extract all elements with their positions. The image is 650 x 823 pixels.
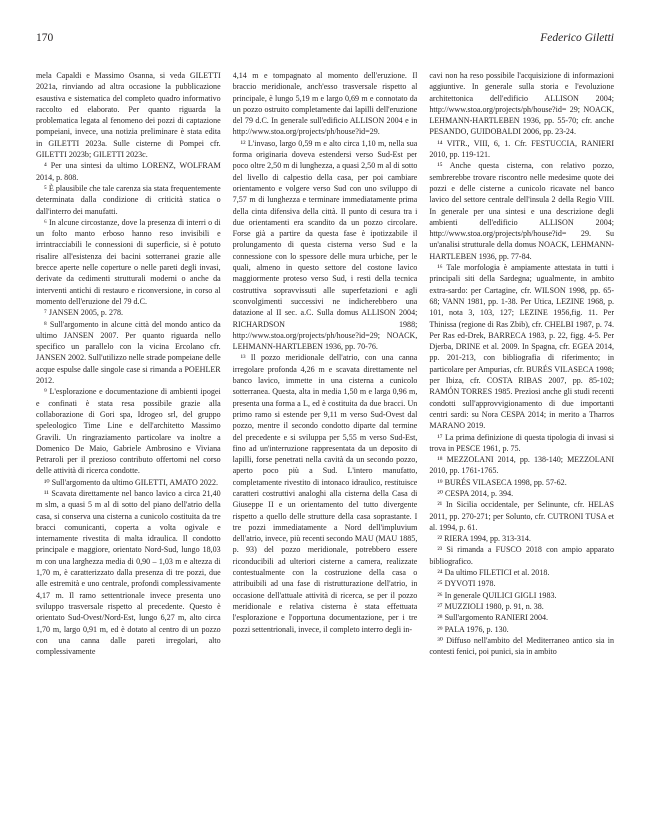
- footnote: ¹⁴ VITR., VIII, 6, 1. Cfr. FESTUCCIA, RANIERI 2010, pp. 119-121.: [429, 138, 615, 160]
- footnote-continuation: mela Capaldi e Massimo Osanna, si veda GILETTI 2021a, rinviando ad altra occasione la pubblicazione esaustiva e sistematica del completo quadro informativo raccolto ed elaborato. Per quanto riguarda la problematica legata al fenomeno dei pozzi di captazione pompeiani, invece, una notizia preliminare è stata edita in GILETTI 2023a. Sulle cisterne di Pompei cfr. GILETTI 2023b; GILETTI 2023c.: [36, 71, 221, 160]
- footnote: ⁵ È plausibile che tale carenza sia stata frequentemente determinata dalla condizione di criticità statica o dall'interro dei manufatti.: [36, 183, 221, 216]
- footnote: ²² RIERA 1994, pp. 313-314.: [437, 534, 531, 544]
- footnote: ¹⁰ Sull'argomento da ultimo GILETTI, AMATO 2022.: [44, 477, 218, 487]
- footnote-continuation: 4,14 m e tompagnato al momento dell'eruzione. Il braccio meridionale, anch'esso trasversale rispetto al principale, è lungo 5,19 m e largo 0,69 m e connotato da un pozzo ostruito completamente dai lapilli dell'eruzione del 79 d.C. In generale sull'edificio ALLISON 2004 e in http://www.stoa.org/projects/ph/house?id=29.: [232, 71, 418, 137]
- footnote: ²⁵ DYVOTI 1978.: [437, 579, 496, 589]
- footnote: ³⁰ Diffuso nell'ambito del Mediterraneo antico sia in contesti fenici, poi punici, sia in ambito: [429, 635, 615, 657]
- footnote: ¹⁵ Anche questa cisterna, con relativo pozzo, sembrerebbe trovare riscontro nelle medesime quote dei pozzi e delle cisterne a cunicolo ricavate nel banco lavico del settore centrale dell'insula 2 della Regio VIII. In generale per una sintesi e una descrizione degli ambienti dell'edificio ALLISON 2004; http://www.stoa.org/projects/ph/house?id= 29. Su un'analisi strutturale della domus NOACK, LEHMANN-HARTLEBEN 1936, pp. 77-84.: [429, 161, 615, 261]
- footnote: ⁸ Sull'argomento in alcune città del mondo antico da ultimo JANSEN 2007. Per quanto riguarda nello specifico un parallelo con la vicina Ercolano cfr. JANSEN 2002. Sull'utilizzo nelle strade pompeiane delle acque espulse dalle singole case si rimanda a POEHLER 2012.: [36, 319, 221, 386]
- page-header: [36, 32, 614, 50]
- footnote: ⁷ JANSEN 2005, p. 278.: [44, 308, 124, 318]
- footnote: ¹⁸ MEZZOLANI 2014, pp. 138-140; MEZZOLANI 2010, pp. 1761-1765.: [429, 455, 615, 476]
- footnote: ⁶ In alcune circostanze, dove la presenza di interri o di un folto manto erboso hanno reso invisibili e irrintracciabili le connessioni di superficie, si è potuto risalire all'esistenza dei bacini sotterranei grazie alle brecce aperte nelle coperture o nelle pareti degli invasi, derivate da cedimenti strutturali moderni o anche da interventi antichi di restauro e riconversione, in corso al momento dell'eruzione del 79 d.C.: [36, 217, 221, 306]
- running-head: Federico Giletti: [540, 32, 614, 44]
- text-column-2: [233, 70, 418, 813]
- footnote: ⁴ Per una sintesi da ultimo LORENZ, WOLFRAM 2014, p. 808.: [36, 161, 221, 182]
- footnote: ²⁷ MUZZIOLI 1980, p. 91, n. 38.: [437, 601, 544, 611]
- page-number: 170: [36, 32, 54, 44]
- footnote: ¹² L'invaso, largo 0,59 m e alto circa 1,10 m, nella sua forma originaria doveva estendersi verso Sud-Est per poco oltre 2,50 m di lunghezza, a quasi 2,50 m al di sotto del livello di calpestio della casa, per poi cambiare orientamento e volgere verso Sud con uno sviluppo di 7,57 m di lunghezza e terminare immediatamente prima della cinta difensiva della città. Il punto di cesura tra i due orientamenti era scandito da un pozzo circolare. Forse già a partire da questa fase è ipotizzabile il prolungamento di questa cisterna verso Sud e la connessione con lo spessore delle mura urbiche, per le quali, almeno in questo settore del costone lavico maggiormente proteso verso Sud, i resti della tecnica costruttiva sopravvissuti alle superfetazioni e agli sconvolgimenti successivi ne indicherebbero una datazione al II sec. a.C. Sulla domus ALLISON 2004; RICHARDSON 1988; http://www.stoa.org/projects/ph/house?id=29; NOACK, LEHMANN-HARTLEBEN 1936, pp. 70-76.: [232, 138, 418, 352]
- footnote: ²³ Si rimanda a FUSCO 2018 con ampio apparato bibliografico.: [429, 545, 615, 566]
- footnote: ²⁶ In generale QUILICI GIGLI 1983.: [437, 590, 557, 600]
- footnote: ²⁰ CESPA 2014, p. 394.: [437, 488, 514, 498]
- footnote: ⁹ L'esplorazione e documentazione di ambienti ipogei e confinati è stata resa possibile grazie alla collaborazione di Gori spa, Idrogeo srl, del gruppo speleologico Time Line e dell'architetto Massimo Gravili. Un ringraziamento particolare va inoltre a Domenico De Maio, Gabriele Ambrosino e Viviana Petraroli per il prezioso contributo offertomi nel corso delle attività di ricerca condotte.: [36, 387, 221, 476]
- footnotes-area: [36, 70, 614, 813]
- text-column-3: [429, 70, 614, 813]
- text-column-1: [36, 70, 221, 813]
- footnote: ²⁹ PALA 1976, p. 130.: [437, 624, 509, 634]
- footnote-continuation: cavi non ha reso possibile l'acquisizione di informazioni aggiuntive. In generale sulla storia e l'evoluzione architettonica dell'edificio ALLISON 2004; http://www.stoa.org/projects/ph/house?id= 29; NOACK, LEHMANN-HARTLEBEN 1936, pp. 55-70; cfr. anche PESANDO, GUIDOBALDI 2006, pp. 23-24.: [429, 71, 615, 137]
- footnote: ²⁴ Da ultimo FILETICI et al. 2018.: [437, 568, 550, 578]
- footnote: ¹¹ Scavata direttamente nel banco lavico a circa 21,40 m slm, a quasi 5 m al di sotto del piano dell'atrio della casa, si conserva una cisterna a cunicolo costituita da tre bracci comunicanti, coperta a volta ogivale e internamente rivestita di malta idraulica. Il condotto principale e maggiore, orientato Nord-Sud, lungo 18,03 m con una larghezza media di 0,90 – 1,03 m e altezza di 1,70 m, è caratterizzato dalla presenza di tre pozzi, due alle estremità e uno centrale, profondi complessivamente 4,17 m. Il ramo settentrionale invece presenta uno sviluppo trasversale rispetto al precedente. Questo è orientato Sud-Ovest/Nord-Est, lungo 6,27 m, alto circa 1,70 m, largo 0,91 m, ed è dotato al centro di un pozzo con una canna dalle pareti irregolari, alto complessivamente: [36, 488, 221, 657]
- footnote: ¹⁹ BURÉS VILASECA 1998, pp. 57-62.: [437, 477, 567, 487]
- footnote: ¹⁷ La prima definizione di questa tipologia di invasi si trova in PESCE 1961, p. 75.: [429, 432, 615, 453]
- footnote: ¹³ Il pozzo meridionale dell'atrio, con una canna irregolare profonda 4,26 m e scavata direttamente nel banco lavico, immette in una cisterna a cunicolo sotterranea. Questa, alta in media 1,50 m e larga 0,96 m, presenta una forma a L, ed è costituita da due bracci. Un primo ramo si estende per 9,11 m verso Sud-Ovest dal pozzo, mentre il secondo condotto diparte dal termine del precedente e si sviluppa per 5,55 m verso Sud-Est, fino ad un'interruzione rappresentata da un deposito di lapilli, forse penetrati nella cavità da un secondo pozzo, aperto poco più a Sud. L'intero manufatto, completamente rivestito di intonaco idraulico, restituisce caratteri costruttivi analoghi alla cisterna della Casa di Giuseppe II e un orientamento del tutto divergente rispetto a quello delle strutture della casa soprastante. I tre pozzi immediatamente a Nord dell'impluvium dell'atrio, invece, più recenti secondo MAU (MAU 1885, p. 93) del pozzo meridionale, potrebbero essere riconducibili ad ulteriori cisterne a camera, realizzate contestualmente con la costruzione della casa o attribuibili ad una fase di ristrutturazione dell'atrio, in occasione dell'attuale attività di ricerca, se per il pozzo meridionale e relativa cisterna è stata effettuata l'esplorazione e l'opportuna documentazione, per i tre pozzi settentrionali, invece, il completo interro degli in-: [232, 353, 418, 634]
- footnote: ²⁸ Sull'argomento RANIERI 2004.: [437, 613, 549, 623]
- footnote: ²¹ In Sicilia occidentale, per Selinunte, cfr. HELAS 2011, pp. 270-271; per Solunto, cfr. CUTRONI TUSA et al. 1994, p. 61.: [429, 500, 615, 532]
- footnote: ¹⁶ Tale morfologia è ampiamente attestata in tutti i principali siti della Sardegna; ugualmente, in ambito extra-sardo: per Cartagine, cfr. WILSON 1998, pp. 65-68; VANN 1981, pp. 1-38. Per Utica, LEZINE 1968, p. 101, nota 3, 103, 127; LEZINE 1956,fig. 11. Per Thinissa (regione di Ras Zbib), cfr. CHELBI 1987, p. 74. Per Ras ed-Drek, BARRECA 1983, p. 22, figg. 4-5. Per Djerba, DRINE et al. 2009. In Spagna, cfr. EGEA 2014, pp. 201-213, con bibliografia di riferimento; in particolare per Ampurias, cfr. BURÉS VILASECA 1998; per Ibiza, cfr. COSTA RIBAS 2007, pp. 85-102; RAMÓN TORRES 1985. Preziosi anche gli studi recenti condotti sull'approvvigionamento di due importanti centri sardi: su Nora CESPA 2014; in merito a Tharros MARANO 2019.: [429, 263, 615, 431]
